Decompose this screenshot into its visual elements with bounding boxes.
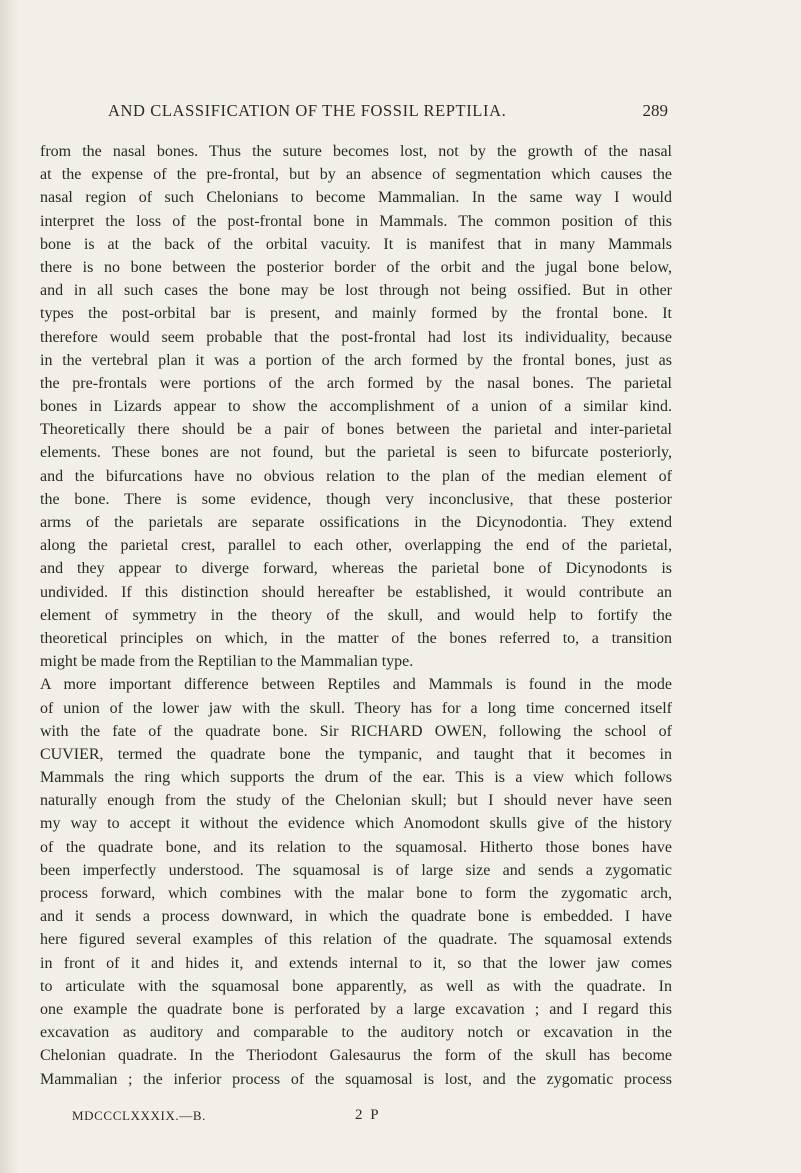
text-line: and it sends a process downward, in which the quadrate bone is embedded. I have bbox=[40, 908, 672, 926]
text-line: nasal region of such Chelonians to become Mammalian. In the same way I would bbox=[40, 189, 672, 207]
text-line: in front of it and hides it, and extends internal to it, so that the lower jaw comes bbox=[40, 954, 672, 972]
text-line: element of symmetry in the theory of the skull, and would help to fortify the bbox=[40, 606, 672, 624]
text-line: with the fate of the quadrate bone. Sir RICHARD OWEN, following the school of bbox=[40, 722, 672, 740]
text-line: process forward, which combines with the malar bone to form the zygomatic arch, bbox=[40, 885, 672, 902]
text-line: there is no bone between the posterior border of the orbit and the jugal bone below, bbox=[40, 258, 672, 276]
text-line: from the nasal bones. Thus the suture becomes lost, not by the growth of the nasal bbox=[40, 143, 672, 160]
text-line: been imperfectly understood. The squamosal is of large size and sends a zygomatic bbox=[40, 861, 672, 879]
body-text bbox=[40, 140, 672, 1091]
text-line: my way to accept it without the evidence which Anomodont skulls give of the history bbox=[40, 815, 672, 833]
text-line: arms of the parietals are separate ossifications in the Dicynodontia. They extend bbox=[40, 514, 672, 531]
text-line: and in all such cases the bone may be lost through not being ossified. But in other bbox=[40, 282, 672, 300]
text-line: excavation as auditory and comparable to the auditory notch or excavation in the bbox=[40, 1024, 672, 1042]
text-line: the pre-frontals were portions of the arch formed by the nasal bones. The parietal bbox=[40, 374, 672, 392]
text-line: elements. These bones are not found, but the parietal is seen to bifurcate posteriorly, bbox=[40, 444, 672, 462]
text-line: bone is at the back of the orbital vacuity. It is manifest that in many Mammals bbox=[40, 235, 672, 253]
text-line: Mammals the ring which supports the drum of the ear. This is a view which follows bbox=[40, 769, 672, 787]
footer-signature: MDCCCLXXXIX.—B. bbox=[72, 1108, 206, 1123]
text-line: in the vertebral plan it was a portion of the arch formed by the frontal bones, just as bbox=[40, 351, 672, 369]
text-line: Theoretically there should be a pair of bones between the parietal and inter-parietal bbox=[40, 421, 672, 439]
text-line: interpret the loss of the post-frontal bone in Mammals. The common position of this bbox=[40, 212, 672, 230]
text-line: Chelonian quadrate. In the Theriodont Galesaurus the form of the skull has become bbox=[40, 1047, 672, 1065]
text-line: theoretical principles on which, in the matter of the bones referred to, a transition bbox=[40, 629, 672, 647]
text-line: of union of the lower jaw with the skull. Theory has for a long time concerned itself bbox=[40, 699, 672, 717]
text-line: and they appear to diverge forward, whereas the parietal bone of Dicynodonts is bbox=[40, 560, 672, 578]
text-line: at the expense of the pre-frontal, but by an absence of segmentation which causes the bbox=[40, 166, 672, 184]
page-edge bbox=[0, 0, 18, 1173]
text-line: naturally enough from the study of the Chelonian skull; but I should never have seen bbox=[40, 792, 672, 810]
text-line: here figured several examples of this relation of the quadrate. The squamosal extends bbox=[40, 931, 672, 949]
page-number: 289 bbox=[642, 101, 668, 120]
text-line: along the parietal crest, parallel to each other, overlapping the end of the parietal, bbox=[40, 537, 672, 555]
text-line: undivided. If this distinction should hereafter be established, it would contribute an bbox=[40, 583, 672, 601]
text-line: types the post-orbital bar is present, and mainly formed by the frontal bone. It bbox=[40, 305, 672, 323]
footer-sheet-mark: 2 P bbox=[355, 1107, 381, 1123]
text-line: the bone. There is some evidence, though very inconclusive, that these posterior bbox=[40, 490, 672, 508]
text-line: and the bifurcations have no obvious relation to the plan of the median element of bbox=[40, 467, 672, 485]
text-line: Mammalian ; the inferior process of the squamosal is lost, and the zygomatic process bbox=[40, 1070, 672, 1088]
text-line: one example the quadrate bone is perforated by a large excavation ; and I regard this bbox=[40, 1000, 672, 1018]
text-line: of the quadrate bone, and its relation to the squamosal. Hitherto those bones have bbox=[40, 838, 672, 856]
text-line: to articulate with the squamosal bone apparently, as well as with the quadrate. In bbox=[40, 977, 672, 995]
text-line: bones in Lizards appear to show the accomplishment of a union of a similar kind. bbox=[40, 398, 672, 416]
text-line: might be made from the Reptilian to the Mammalian type. bbox=[40, 653, 414, 671]
text-line: A more important difference between Reptiles and Mammals is found in the mode bbox=[40, 676, 672, 694]
text-line: CUVIER, termed the quadrate bone the tympanic, and taught that it becomes in bbox=[40, 745, 672, 763]
running-title: AND CLASSIFICATION OF THE FOSSIL REPTILIA. bbox=[108, 101, 507, 120]
text-line: therefore would seem probable that the post-frontal had lost its individuality, because bbox=[40, 328, 672, 346]
